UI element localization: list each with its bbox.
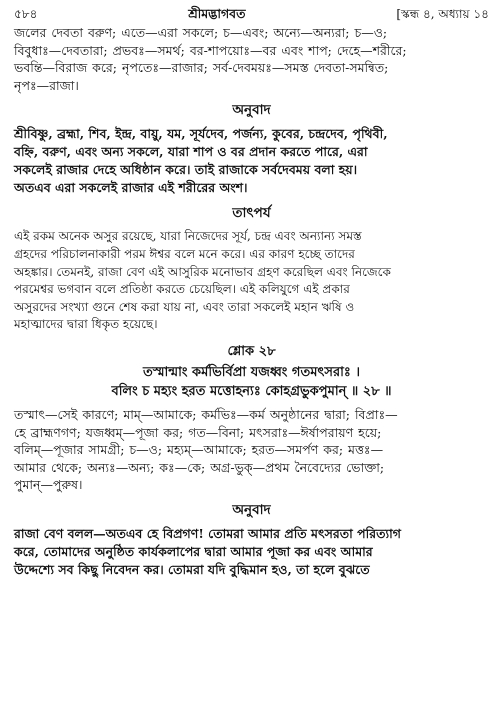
book-title: শ্রীমদ্ভাগবত — [188, 6, 246, 21]
sloka-line: বলিং চ মহ্যং হরত মত্তোহন্যঃ কোহগ্রভুকপুমান্ ॥ ২৮ ॥ — [111, 383, 392, 399]
translation-28 — [14, 525, 489, 579]
translation-line: রাজা বেণ বলল—অতএব হে বিপ্রগণ! তোমরা আমার প্রতি মৎসরতা পরিত্যাগ — [14, 525, 401, 541]
synonyms-verse-27 — [14, 24, 489, 94]
purport-line: অহঙ্কার। তেমনই, রাজা বেণ এই আসুরিক মনোভাব গ্রহণ করেছিল এবং নিজেকে — [14, 264, 391, 279]
translation-line: করে, তোমাদের অনুষ্ঠিত কার্যকলাপের দ্বারা আমার পূজা কর এবং আমার — [14, 543, 373, 559]
synonym-line: বলিম্—পূজার সামগ্রী; চ—ও; মহ্যম্—আমাকে; হরত—সমর্পণ কর; মত্তঃ— — [14, 442, 384, 458]
purport-heading: তাৎপর্য — [232, 205, 271, 222]
translation-line: অতএব এরা সকলেই রাজার এই শরীরের অংশ। — [14, 180, 248, 196]
purport-line: অসুরদের সংখ্যা গুনে শেষ করা যায় না, এবং তারা সকলেই মহান ঋষি ও — [14, 299, 355, 314]
page-number: ৫৮৪ — [14, 7, 38, 21]
translation-line: উদ্দেশ্যে সব কিছু নিবেদন কর। তোমরা যদি বুদ্ধিমান হও, তা হলে বুঝতে — [14, 561, 370, 577]
purport-text — [14, 228, 489, 334]
sloka-verse — [14, 363, 489, 401]
sloka-line: তস্মান্মাং কর্মভির্বিপ্রা যজধ্বং গতমৎসরাঃ । — [143, 364, 360, 380]
synonym-line: আমার থেকে; অন্যঃ—অন্য; কঃ—কে; অগ্র-ভুক্—প্রথম নৈবেদ্যের ভোক্তা; — [14, 459, 385, 475]
synonym-line: নৃপঃ—রাজা। — [14, 77, 79, 93]
synonym-line: তস্মাৎ—সেই কারণে; মাম্—আমাকে; কর্মভিঃ—কর্ম অনুষ্ঠানের দ্বারা; বিপ্রাঃ— — [14, 406, 398, 422]
translation-line: বহ্নি, বরুণ, এবং অন্য সকলে, যারা শাপ ও বর প্রদান করতে পারে, এরা — [14, 144, 368, 160]
page-header — [14, 6, 489, 24]
translation-line: সকলেই রাজার দেহে অধিষ্ঠান করে। তাই রাজাকে সর্বদেবময় বলা হয়। — [14, 162, 358, 178]
purport-line: পরমেশ্বর ভগবান বলে প্রতিষ্ঠা করতে চেয়েছিল। এই কলিযুগে এই প্রকার — [14, 282, 350, 297]
synonym-line: বিবুধাঃ—দেবতারা; প্রভবঃ—সমর্থ; বর-শাপয়োঃ—বর এবং শাপ; দেহে—শরীরে; — [14, 42, 407, 58]
synonym-line: পুমান্—পুরুষ। — [14, 477, 83, 493]
synonyms-verse-28 — [14, 406, 489, 494]
translation-line: শ্রীবিষ্ণু, ব্রহ্মা, শিব, ইন্দ্র, বায়ু, যম, সূর্যদেব, পর্জন্য, কুবের, চন্দ্রদেব, পৃথিবী, — [14, 126, 388, 142]
sloka-heading: শ্লোক ২৮ — [227, 343, 276, 359]
synonym-line: জলের দেবতা বরুণ; এতে—এরা সকলে; চ—এবং; অন্যে—অন্যরা; চ—ও; — [14, 25, 388, 40]
translation-heading: অনুবাদ — [232, 102, 271, 119]
translation-27 — [14, 125, 489, 197]
purport-line: গ্রহদের পরিচালনাকারী পরম ঈশ্বর বলে মনে করে। এর কারণ হচ্ছে তাদের — [14, 246, 355, 261]
chapter-reference: [স্কন্ধ ৪, অধ্যায় ১৪ — [396, 7, 489, 21]
synonym-line: ভবন্তি—বিরাজ করে; নৃপতেঃ—রাজার; সর্ব-দেবময়ঃ—সমস্ত দেবতা-সমন্বিত; — [14, 60, 389, 76]
synonym-line: হে ব্রাহ্মণগণ; যজধ্বম্—পূজা কর; গত—বিনা; মৎসরাঃ—ঈর্ষাপরায়ণ হয়ে; — [14, 424, 382, 440]
translation-heading: অনুবাদ — [232, 501, 271, 518]
purport-line: এই রকম অনেক অসুর রয়েছে, যারা নিজেদের সূর্য, চন্দ্র এবং অন্যান্য সমস্ত — [14, 229, 362, 244]
purport-line: মহাত্মাদের দ্বারা ধিকৃত হয়েছে। — [14, 317, 158, 332]
